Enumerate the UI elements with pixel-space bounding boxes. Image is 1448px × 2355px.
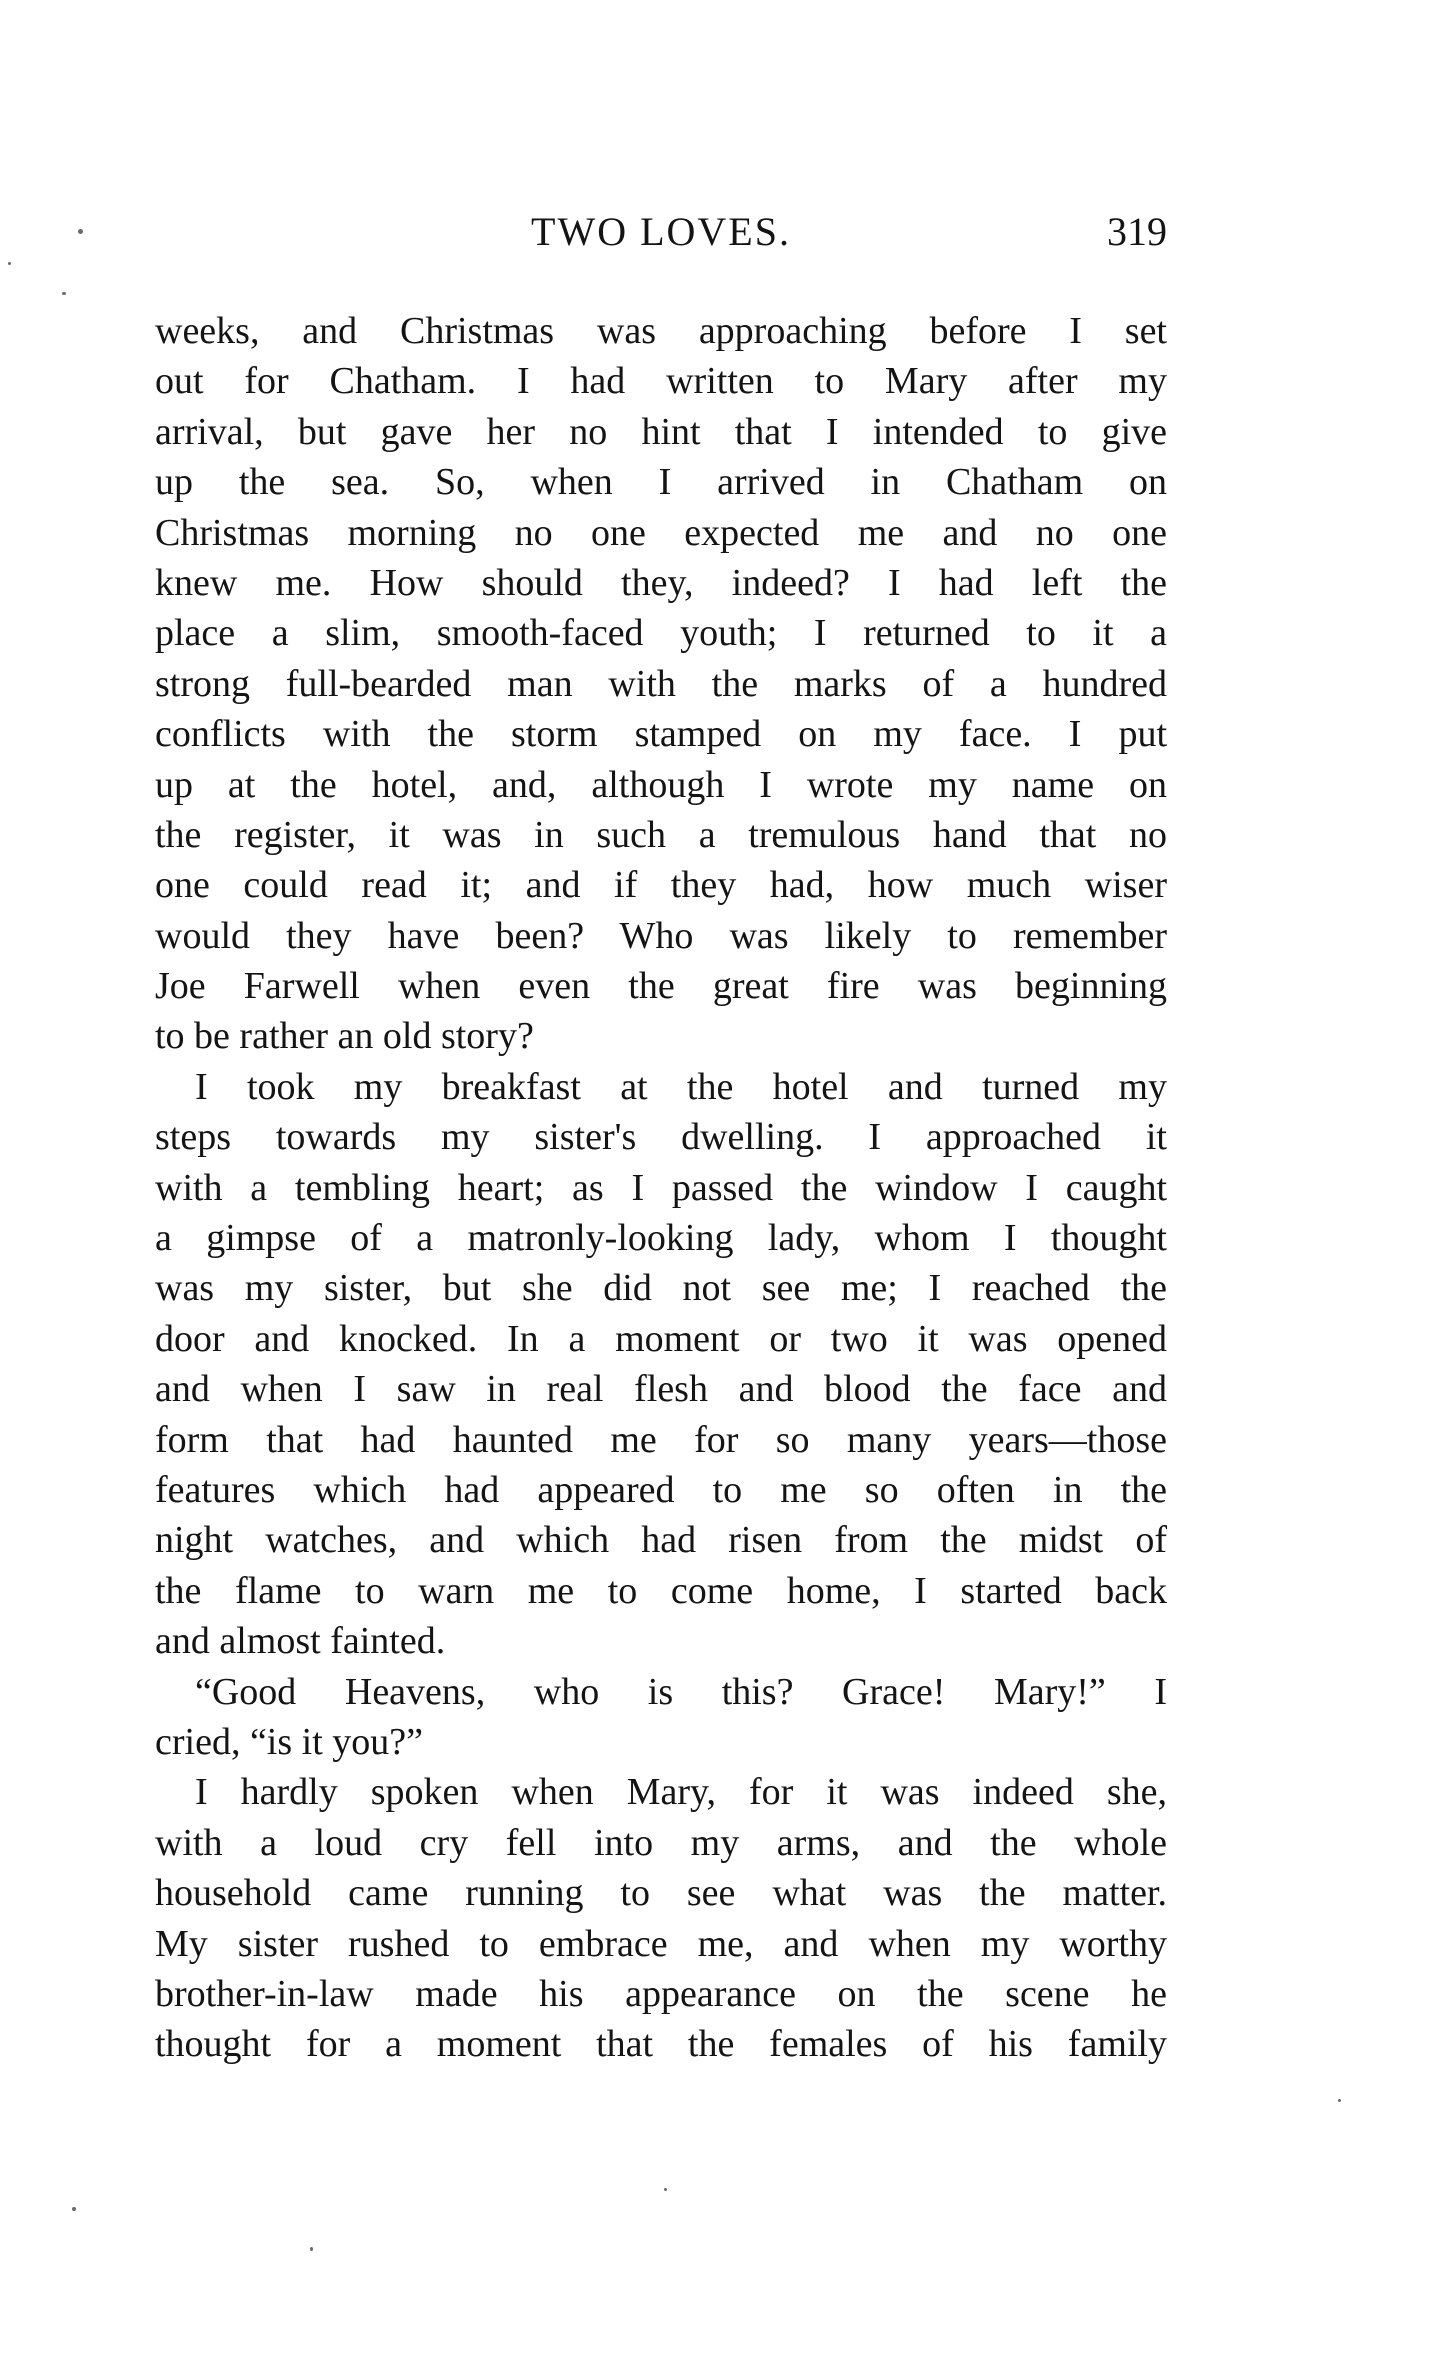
- text-line: night watches, and which had risen from the midst of: [155, 1519, 1167, 1562]
- text-line: form that had haunted me for so many years—those: [155, 1418, 1167, 1461]
- print-speck: [72, 2207, 76, 2211]
- text-line: with a tembling heart; as I passed the window I caught: [155, 1166, 1167, 1209]
- page-number: 319: [1107, 209, 1167, 254]
- text-line: the flame to warn me to come home, I started back: [155, 1569, 1167, 1612]
- body-text: [155, 306, 1167, 2070]
- running-head: [155, 202, 1167, 262]
- text-line: features which had appeared to me so often in the: [155, 1468, 1167, 1511]
- text-line: place a slim, smooth-faced youth; I returned to it a: [155, 612, 1167, 655]
- text-line: conflicts with the storm stamped on my face. I put: [155, 713, 1167, 756]
- text-line: knew me. How should they, indeed? I had left the: [155, 561, 1167, 604]
- text-line: Christmas morning no one expected me and no one: [155, 511, 1167, 554]
- text-line: strong full-bearded man with the marks of a hundred: [155, 662, 1167, 705]
- paragraph-start-line: I took my breakfast at the hotel and turned my: [195, 1065, 1167, 1108]
- text-line: up the sea. So, when I arrived in Chatham on: [155, 461, 1167, 504]
- print-speck: [78, 229, 83, 234]
- paragraph-end-line: cried, “is it you?”: [155, 1720, 424, 1763]
- text-line: would they have been? Who was likely to remember: [155, 914, 1167, 957]
- text-line: up at the hotel, and, although I wrote my name on: [155, 763, 1167, 806]
- text-line: the register, it was in such a tremulous hand that no: [155, 813, 1167, 856]
- text-line: with a loud cry fell into my arms, and the whole: [155, 1821, 1167, 1864]
- text-line: weeks, and Christmas was approaching before I set: [155, 310, 1167, 352]
- paragraph-end-line: to be rather an old story?: [155, 1015, 534, 1058]
- text-line: was my sister, but she did not see me; I reached the: [155, 1267, 1167, 1310]
- paragraph-start-line: I hardly spoken when Mary, for it was indeed she,: [195, 1771, 1167, 1814]
- text-line: door and knocked. In a moment or two it was opened: [155, 1317, 1167, 1360]
- text-line: thought for a moment that the females of his family: [155, 2023, 1167, 2066]
- running-title: TWO LOVES.: [531, 209, 791, 254]
- text-line: a gimpse of a matronly-looking lady, whom I thought: [155, 1217, 1167, 1260]
- text-line: arrival, but gave her no hint that I intended to give: [155, 410, 1167, 453]
- text-line: brother-in-law made his appearance on the scene he: [155, 1972, 1167, 2015]
- text-line: Joe Farwell when even the great fire was beginning: [155, 965, 1167, 1008]
- print-speck: [1338, 2099, 1341, 2102]
- print-speck: [664, 2188, 667, 2191]
- print-speck: [310, 2247, 313, 2251]
- print-speck: [8, 262, 11, 265]
- paragraph-end-line: and almost fainted.: [155, 1620, 446, 1663]
- text-line: My sister rushed to embrace me, and when my worthy: [155, 1922, 1167, 1965]
- text-line: and when I saw in real flesh and blood the face and: [155, 1368, 1167, 1411]
- text-line: out for Chatham. I had written to Mary after my: [155, 360, 1167, 403]
- text-line: household came running to see what was the matter.: [155, 1872, 1167, 1915]
- print-speck: [62, 292, 66, 295]
- text-line: one could read it; and if they had, how much wiser: [155, 864, 1167, 907]
- paragraph-start-line: “Good Heavens, who is this? Grace! Mary!” I: [195, 1670, 1167, 1713]
- text-line: steps towards my sister's dwelling. I approached it: [155, 1116, 1167, 1159]
